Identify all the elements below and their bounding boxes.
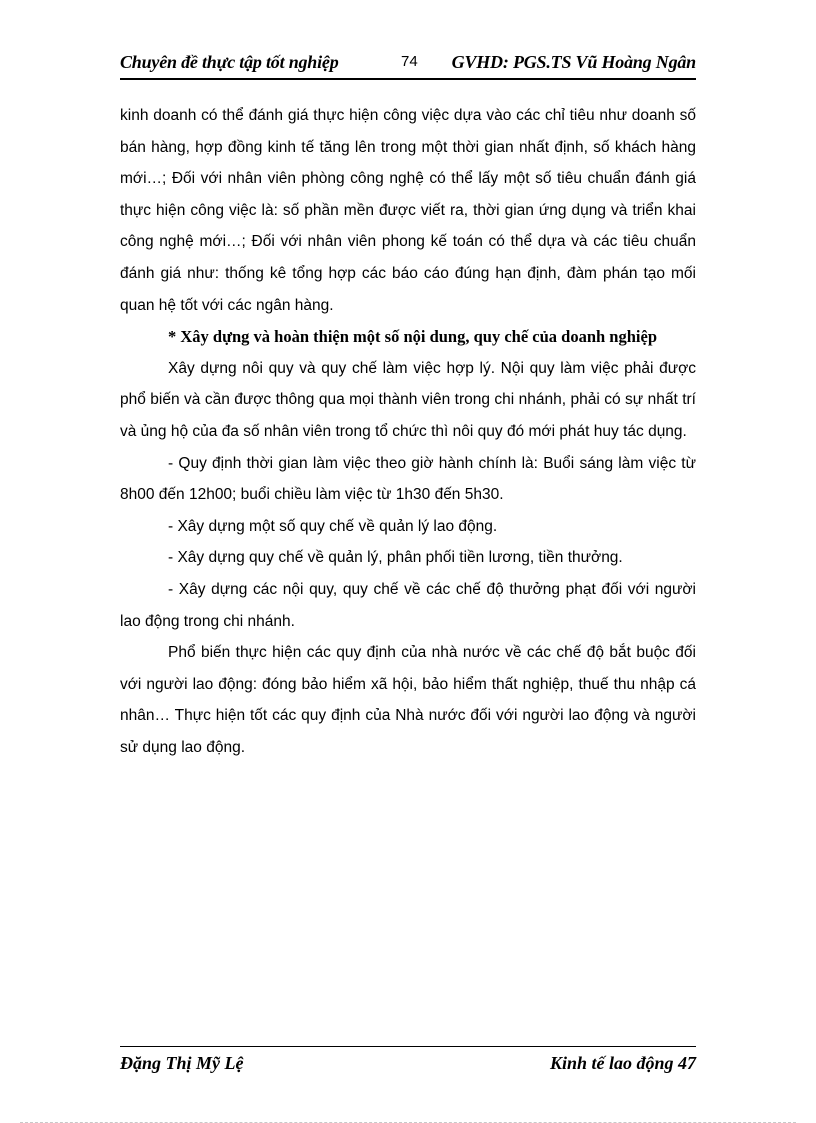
list-item-working-hours: - Quy định thời gian làm việc theo giờ hành chính là: Buổi sáng làm việc từ 8h00 đến 12h00; buổi chiều làm việc từ 1h30 đến 5h30. [120, 454, 696, 504]
footer-author: Đặng Thị Mỹ Lệ [120, 1053, 244, 1073]
list-item-reward-penalty: - Xây dựng các nội quy, quy chế về các chế độ thưởng phạt đối với người lao động trong chi nhánh. [120, 580, 696, 630]
document-body [120, 100, 696, 763]
section-heading: * Xây dựng và hoàn thiện một số nội dung, quy chế của doanh nghiệp [168, 327, 657, 347]
page-number: 74 [401, 53, 418, 70]
page-footer [120, 1046, 696, 1081]
paragraph-evaluation-criteria: kinh doanh có thể đánh giá thực hiện công việc dựa vào các chỉ tiêu như doanh số bán hàng, hợp đồng kinh tế tăng lên trong một thời gian nhất định, số khách hàng mới…; Đối với nhân viên phòng công nghệ có thể lấy một số tiêu chuẩn đánh giá thực hiện công việc là: số phần mền được viết ra, thời gian ứng dụng và triển khai công nghệ mới…; Đối với nhân viên phong kế toán có thể dựa và các tiêu chuẩn đánh giá như: thống kê tổng hợp các báo cáo đúng hạn định, đàm phán tạo mối quan hệ tốt với các ngân hàng. [120, 107, 696, 314]
list-item-labor-management: - Xây dựng một số quy chế về quản lý lao động. [168, 517, 498, 535]
header-title: Chuyên đề thực tập tốt nghiệp [120, 52, 339, 72]
page-header [120, 52, 696, 80]
header-advisor: GVHD: PGS.TS Vũ Hoàng Ngân [451, 52, 696, 72]
paragraph-state-regulations: Phổ biến thực hiện các quy định của nhà nước về các chế độ bắt buộc đối với người lao động: đóng bảo hiểm xã hội, bảo hiểm thất nghiệp, thuế thu nhập cá nhân… Thực hiện tốt các quy định của Nhà nước đối với người lao động và người sử dụng lao động. [120, 644, 696, 756]
list-item-salary-bonus: - Xây dựng quy chế về quản lý, phân phối tiền lương, tiền thưởng. [168, 549, 623, 567]
footer-class: Kinh tế lao động 47 [549, 1053, 696, 1073]
paragraph-internal-rules: Xây dựng nôi quy và quy chế làm việc hợp lý. Nội quy làm việc phải được phổ biến và cần được thông qua mọi thành viên trong chi nhánh, phải có sự nhất trí và ủng hộ của đa số nhân viên trong tổ chức thì nôi quy đó mới phát huy tác dụng. [120, 359, 696, 440]
